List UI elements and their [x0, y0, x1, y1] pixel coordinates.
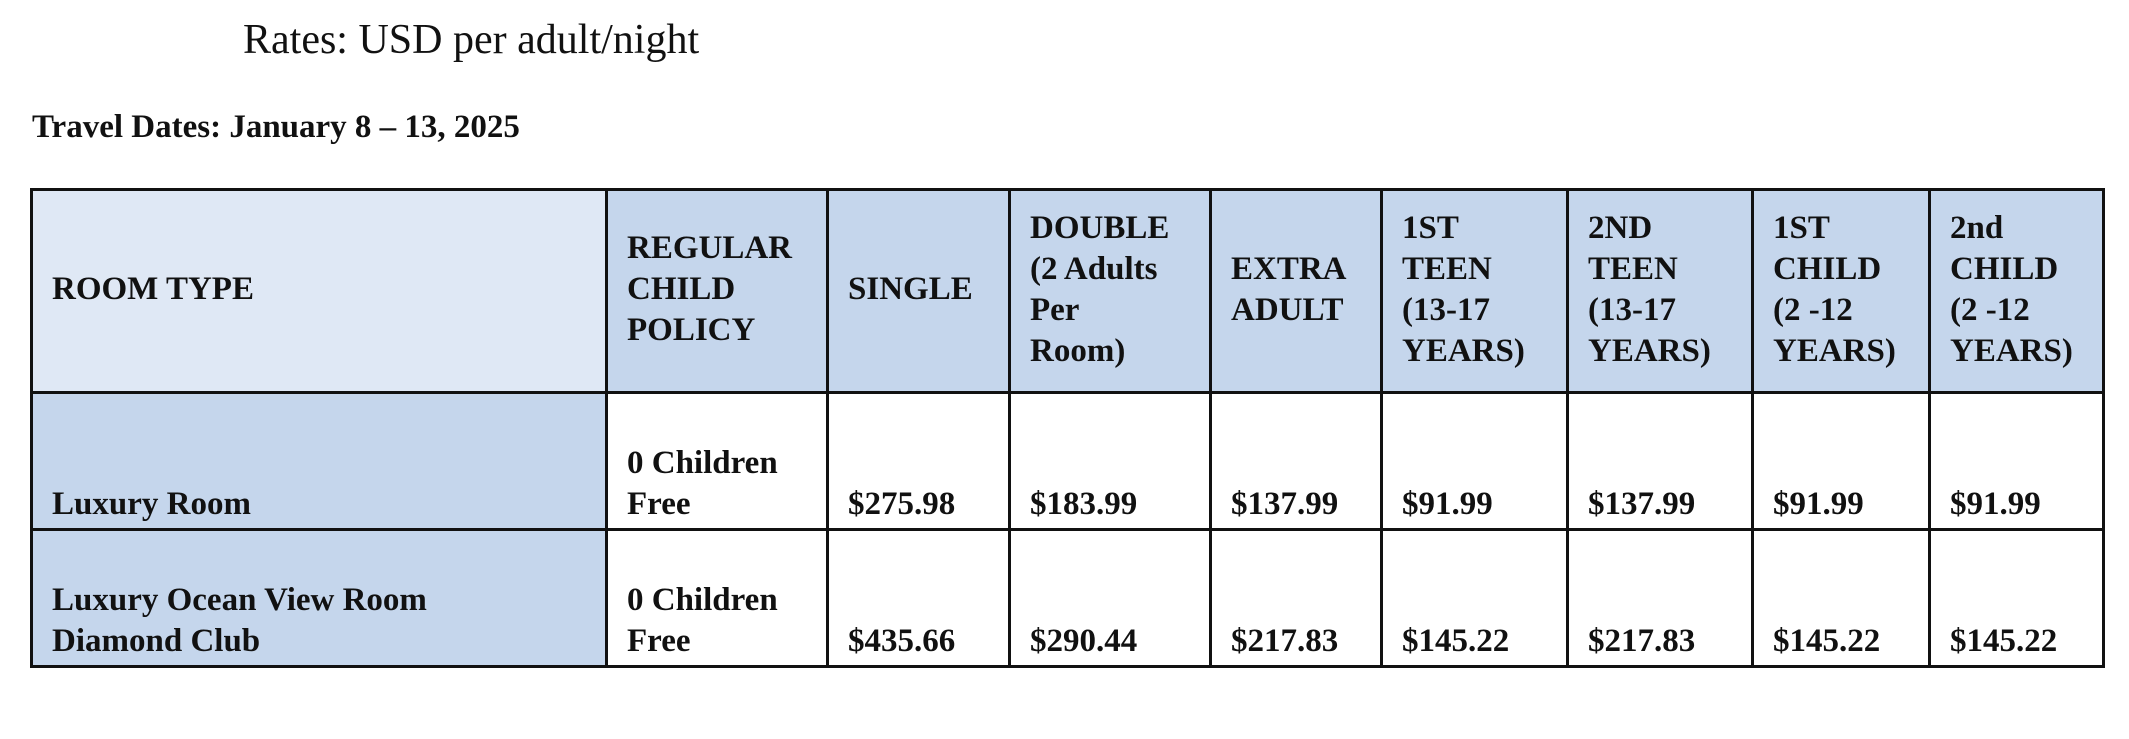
child-policy-cell: 0 Children Free [607, 530, 828, 667]
child-policy-cell: 0 Children Free [607, 393, 828, 530]
header-single: SINGLE [828, 190, 1010, 393]
table-row [32, 393, 2104, 530]
header-child-policy: REGULAR CHILD POLICY [607, 190, 828, 393]
second-teen-rate-cell: $217.83 [1568, 530, 1753, 667]
double-rate-cell: $290.44 [1010, 530, 1211, 667]
second-teen-rate-cell: $137.99 [1568, 393, 1753, 530]
first-child-rate-cell: $145.22 [1753, 530, 1930, 667]
first-teen-rate-cell: $91.99 [1382, 393, 1568, 530]
table-row [32, 530, 2104, 667]
table-header-row [32, 190, 2104, 393]
room-type-cell: Luxury Room [32, 393, 607, 530]
header-first-child: 1ST CHILD (2 -12 YEARS) [1753, 190, 1930, 393]
header-room-type: ROOM TYPE [32, 190, 607, 393]
second-child-rate-cell: $91.99 [1930, 393, 2104, 530]
header-second-child: 2nd CHILD (2 -12 YEARS) [1930, 190, 2104, 393]
double-rate-cell: $183.99 [1010, 393, 1211, 530]
extra-adult-rate-cell: $137.99 [1211, 393, 1382, 530]
room-type-cell: Luxury Ocean View Room Diamond Club [32, 530, 607, 667]
travel-dates-heading: Travel Dates: January 8 – 13, 2025 [32, 109, 520, 145]
first-child-rate-cell: $91.99 [1753, 393, 1930, 530]
single-rate-cell: $275.98 [828, 393, 1010, 530]
room-rates-table [30, 188, 2105, 668]
first-teen-rate-cell: $145.22 [1382, 530, 1568, 667]
header-extra-adult: EXTRA ADULT [1211, 190, 1382, 393]
header-second-teen: 2ND TEEN (13-17 YEARS) [1568, 190, 1753, 393]
second-child-rate-cell: $145.22 [1930, 530, 2104, 667]
extra-adult-rate-cell: $217.83 [1211, 530, 1382, 667]
single-rate-cell: $435.66 [828, 530, 1010, 667]
header-double: DOUBLE (2 Adults Per Room) [1010, 190, 1211, 393]
rates-caption: Rates: USD per adult/night [243, 17, 700, 63]
header-first-teen: 1ST TEEN (13-17 YEARS) [1382, 190, 1568, 393]
